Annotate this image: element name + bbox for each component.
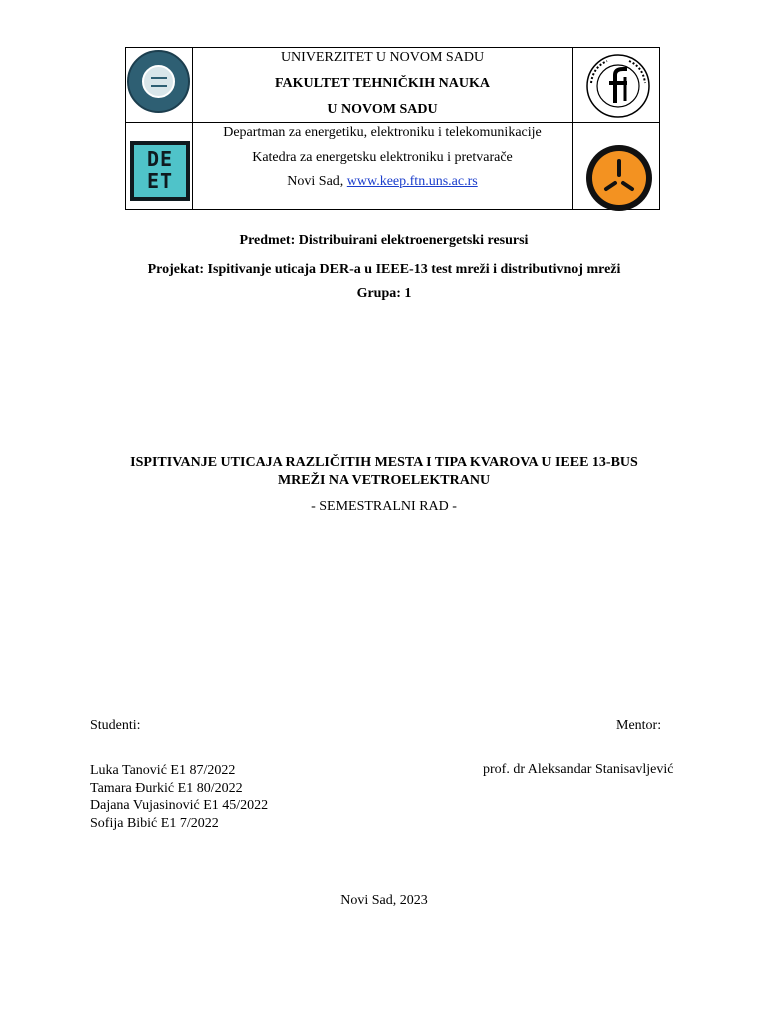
department-info — [193, 123, 573, 210]
uns-logo-cell — [126, 48, 193, 123]
university-seal-center — [142, 65, 175, 98]
three-phase-icon — [592, 151, 646, 205]
address-prefix: Novi Sad, — [287, 174, 347, 189]
deet-logo-cell — [126, 123, 193, 210]
student-item: Dajana Vujasinović E1 45/2022 — [90, 798, 269, 813]
faculty-name: FAKULTET TEHNIČKIH NAUKA — [275, 76, 490, 91]
university-name: UNIVERZITET U NOVOM SADU — [280, 50, 485, 65]
deet-logo-inner — [134, 145, 186, 197]
footer-place-date: Novi Sad, 2023 — [340, 893, 428, 908]
ftn-seal-logo — [585, 53, 651, 119]
group-line: Grupa: 1 — [356, 286, 412, 301]
keep-logo-inner — [592, 151, 646, 205]
department-name: Departman za energetiku, elektroniku i telekomunikacije — [223, 125, 542, 140]
keep-logo-cell — [573, 123, 660, 210]
subtitle: - SEMESTRALNI RAD - — [311, 499, 457, 514]
student-item: Luka Tanović E1 87/2022 — [90, 763, 236, 778]
header-table — [125, 47, 660, 210]
university-heading — [193, 48, 573, 123]
deet-logo — [130, 141, 190, 201]
university-seal-logo — [127, 50, 190, 113]
students-label: Studenti: — [90, 718, 141, 733]
title-line-2: MREŽI NA VETROELEKTRANU — [277, 473, 491, 488]
mentor-name: prof. dr Aleksandar Stanisavljević — [483, 762, 674, 777]
title-line-1: ISPITIVANJE UTICAJA RAZLIČITIH MESTA I TIPA KVAROVA U IEEE 13-BUS — [130, 455, 638, 470]
ftn-logo-cell — [573, 48, 660, 123]
website-link[interactable]: www.keep.ftn.uns.ac.rs — [346, 174, 478, 189]
students-list — [90, 762, 268, 832]
deet-logo-top: DE — [146, 147, 174, 171]
keep-logo — [586, 145, 652, 211]
subject-line: Predmet: Distribuirani elektroenergetski resursi — [239, 233, 529, 248]
address-line — [193, 175, 572, 189]
faculty-city: U NOVOM SADU — [327, 102, 438, 117]
book-icon — [151, 77, 167, 87]
mentor-label: Mentor: — [616, 718, 662, 733]
student-item: Tamara Đurkić E1 80/2022 — [90, 780, 243, 796]
chair-name: Katedra za energetsku elektroniku i pretvarače — [252, 150, 513, 165]
project-line: Projekat: Ispitivanje uticaja DER-a u IEEE-13 test mreži i distributivnoj mreži — [147, 262, 621, 277]
deet-logo-bottom: ET — [146, 169, 174, 193]
student-item: Sofija Bibić E1 7/2022 — [90, 815, 219, 831]
